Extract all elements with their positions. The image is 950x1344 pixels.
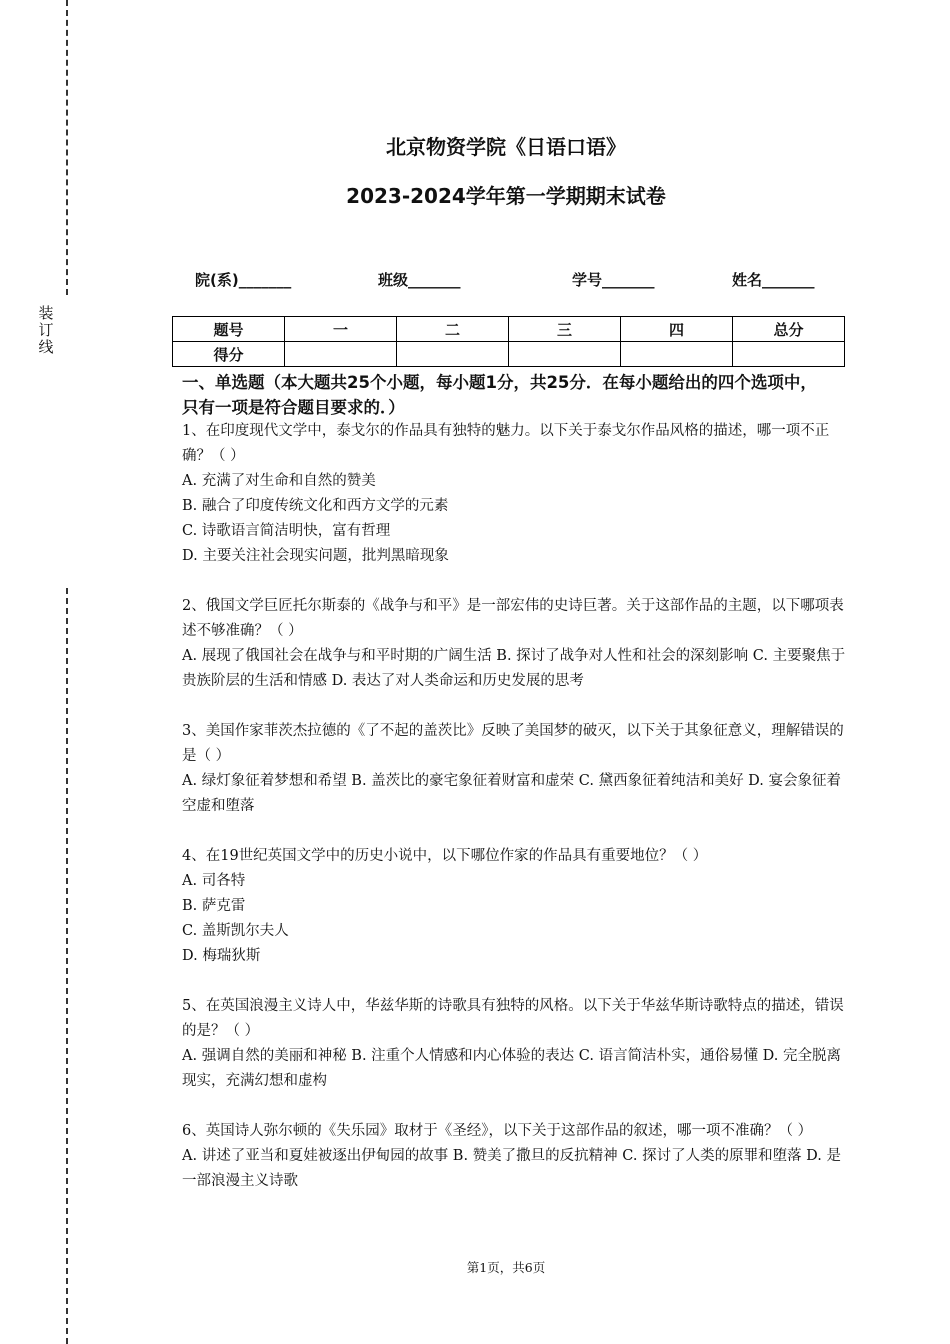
question-options-inline: A. 展现了俄国社会在战争与和平时期的广阔生活 B. 探讨了战争对人性和社会的深刻影响 C. 主要聚焦于贵族阶层的生活和情感 D. 表达了对人类命运和历史发展的思考: [182, 648, 846, 689]
question-option: C. 诗歌语言简洁明快，富有哲理: [182, 523, 391, 539]
exam-title-line-1: 北京物资学院《日语口语》: [386, 135, 626, 159]
score-table-header-cell: 二: [397, 317, 509, 342]
info-name[interactable]: 姓名_______: [732, 271, 815, 289]
score-table-header-cell: 题号: [173, 317, 285, 342]
info-class[interactable]: 班级_______: [378, 271, 461, 289]
question-stem: 3、美国作家菲茨杰拉德的《了不起的盖茨比》反映了美国梦的破灭，以下关于其象征意义，理解错误的是（ ）: [182, 723, 844, 764]
question-option: C. 盖斯凯尔夫人: [182, 923, 289, 939]
score-cell-total[interactable]: [733, 342, 845, 367]
question-stem: 2、俄国文学巨匠托尔斯泰的《战争与和平》是一部宏伟的史诗巨著。关于这部作品的主题，以下哪项表述不够准确？（ ）: [182, 598, 844, 639]
score-table-header-cell: 一: [285, 317, 397, 342]
score-table-header-cell: 总分: [733, 317, 845, 342]
question-5: [182, 994, 852, 1094]
question-options-inline: A. 绿灯象征着梦想和希望 B. 盖茨比的豪宅象征着财富和虚荣 C. 黛西象征着纯洁和美好 D. 宴会象征着空虚和堕落: [182, 773, 842, 814]
binding-dashed-line-bottom: [66, 588, 68, 1344]
question-option: A. 司各特: [182, 873, 246, 889]
question-3: [182, 719, 852, 819]
question-options-inline: A. 强调自然的美丽和神秘 B. 注重个人情感和内心体验的表达 C. 语言简洁朴实，通俗易懂 D. 完全脱离现实，充满幻想和虚构: [182, 1048, 842, 1089]
page-number-footer: 第1页，共6页: [466, 1260, 546, 1275]
score-table-header-cell: 四: [621, 317, 733, 342]
score-cell-3[interactable]: [509, 342, 621, 367]
question-1: [182, 419, 852, 569]
question-stem: 1、在印度现代文学中，泰戈尔的作品具有独特的魅力。以下关于泰戈尔作品风格的描述，哪一项不正确？（ ）: [182, 423, 830, 464]
score-cell-1[interactable]: [285, 342, 397, 367]
question-option: D. 梅瑞狄斯: [182, 948, 261, 964]
question-option: B. 萨克雷: [182, 898, 246, 914]
question-option: B. 融合了印度传统文化和西方文学的元素: [182, 498, 449, 514]
question-4: [182, 844, 852, 969]
question-stem: 6、英国诗人弥尔顿的《失乐园》取材于《圣经》，以下关于这部作品的叙述，哪一项不准确？（ ）: [182, 1123, 813, 1139]
score-cell-2[interactable]: [397, 342, 509, 367]
question-stem: 5、在英国浪漫主义诗人中，华兹华斯的诗歌具有独特的风格。以下关于华兹华斯诗歌特点的描述，错误的是？（ ）: [182, 998, 844, 1039]
score-table: [172, 316, 845, 367]
info-student-id[interactable]: 学号_______: [572, 271, 655, 289]
question-list: [182, 419, 852, 1219]
question-option: A. 充满了对生命和自然的赞美: [182, 473, 376, 489]
question-2: [182, 594, 852, 694]
info-department[interactable]: 院(系)_______: [195, 271, 292, 289]
exam-title-line-2: 2023-2024学年第一学期期末试卷: [346, 184, 666, 208]
score-cell-4[interactable]: [621, 342, 733, 367]
question-options-inline: A. 讲述了亚当和夏娃被逐出伊甸园的故事 B. 赞美了撒旦的反抗精神 C. 探讨了人类的原罪和堕落 D. 是一部浪漫主义诗歌: [182, 1148, 842, 1189]
score-table-score-row: [173, 342, 845, 367]
score-table-header-row: [173, 317, 845, 342]
section-1-heading: 一、单选题（本大题共25个小题，每小题1分，共25分．在每小题给出的四个选项中，只有一项是符合题目要求的．）: [182, 373, 817, 417]
question-stem: 4、在19世纪英国文学中的历史小说中，以下哪位作家的作品具有重要地位？（ ）: [182, 848, 708, 864]
question-option: D. 主要关注社会现实问题，批判黑暗现象: [182, 548, 449, 564]
binding-line-label: 装订线: [38, 304, 54, 356]
question-6: [182, 1119, 852, 1194]
student-info-row: [0, 269, 950, 291]
score-row-label: 得分: [173, 342, 285, 367]
score-table-header-cell: 三: [509, 317, 621, 342]
